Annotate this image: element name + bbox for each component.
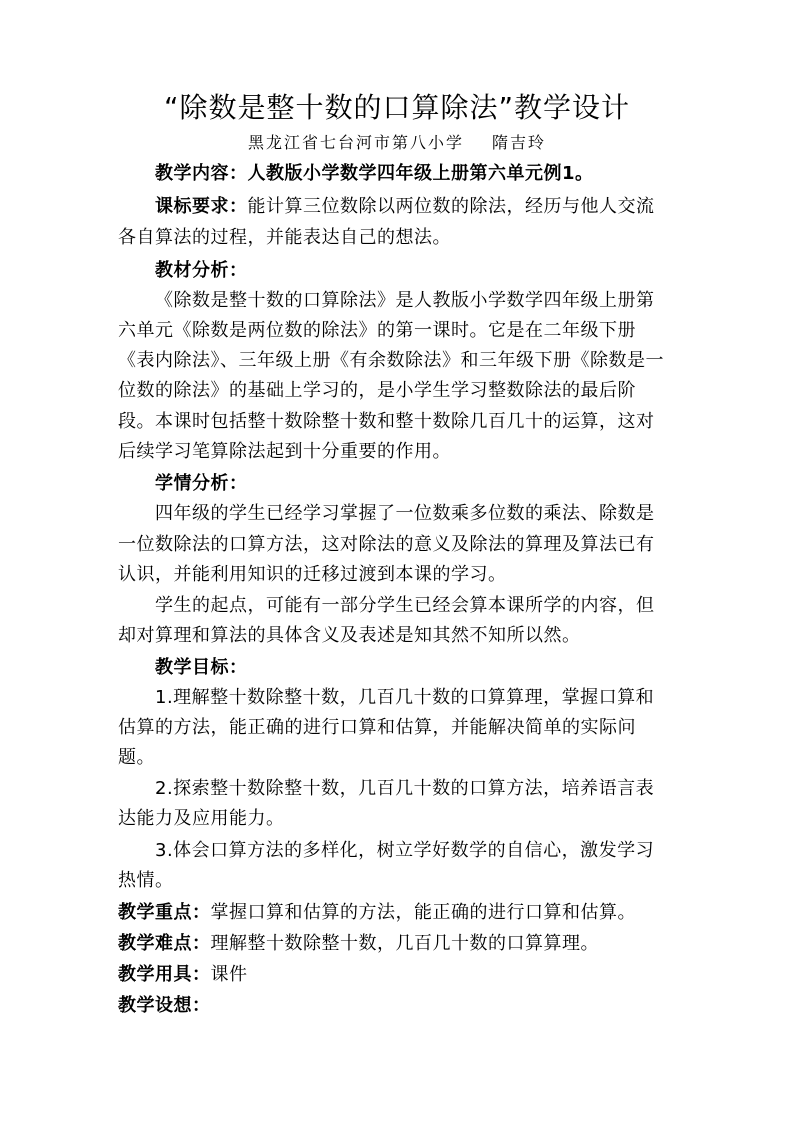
document-title: “除数是整十数的口算除法”教学设计 [163, 91, 630, 124]
textbook-line-6: 后续学习笔算除法起到十分重要的作用。 [118, 441, 451, 462]
textbook-line-1: 《除数是整十数的口算除法》是人教版小学数学四年级上册第 [155, 290, 655, 311]
curriculum-standard-label: 课标要求： [155, 196, 248, 217]
teaching-goals-label: 教学目标： [155, 657, 248, 678]
textbook-line-5: 段。本课时包括整十数除整十数和整十数除几百几十的运算，这对 [118, 411, 655, 432]
textbook-line-2: 六单元《除数是两位数的除法》的第一课时。它是在二年级下册 [118, 320, 636, 341]
teaching-tools-label: 教学用具： [118, 964, 211, 985]
teaching-tools [118, 960, 678, 990]
textbook-analysis-label: 教材分析： [155, 260, 248, 281]
goal-2-line-2: 达能力及应用能力。 [118, 808, 285, 829]
student-p1-line-1: 四年级的学生已经学习掌握了一位数乘多位数的乘法、除数是 [155, 503, 655, 524]
curriculum-standard-line-2: 各自算法的过程，并能表达自己的想法。 [118, 227, 451, 248]
goal-3-line-2: 热情。 [118, 870, 174, 891]
teaching-content [155, 159, 715, 189]
student-analysis-label: 学情分析： [155, 473, 248, 494]
key-point-text: 掌握口算和估算的方法，能正确的进行口算和估算。 [210, 902, 636, 923]
curriculum-standard-line-1: 能计算三位数除以两位数的除法，经历与他人交流 [247, 196, 655, 217]
difficulty-label: 教学难点： [118, 933, 211, 954]
teaching-design-label: 教学设想： [118, 995, 211, 1016]
textbook-line-3: 《表内除法》、三年级上册《有余数除法》和三年级下册《除数是一 [118, 350, 664, 371]
author-name: 隋吉玲 [492, 133, 547, 152]
student-p1-line-2: 一位数除法的口算方法，这对除法的意义及除法的算理及算法已有 [118, 534, 655, 555]
key-point [118, 898, 678, 928]
goal-1-line-1: 1.理解整十数除整十数，几百几十数的口算算理，掌握口算和 [155, 687, 655, 708]
curriculum-standard [155, 192, 715, 222]
author-line [0, 131, 794, 155]
goal-1-line-3: 题。 [118, 747, 155, 768]
student-p2-line-1: 学生的起点，可能有一部分学生已经会算本课所学的内容，但 [155, 595, 655, 616]
goal-3-line-1: 3.体会口算方法的多样化，树立学好数学的自信心，激发学习 [155, 840, 655, 861]
key-point-label: 教学重点： [118, 902, 211, 923]
teaching-content-text: 人教版小学数学四年级上册第六单元例1。 [247, 163, 594, 184]
goal-2-line-1: 2.探索整十数除整十数，几百几十数的口算方法，培养语言表 [155, 778, 655, 799]
textbook-line-4: 位数的除法》的基础上学习的，是小学生学习整数除法的最后阶 [118, 380, 636, 401]
student-p1-line-3: 认识，并能利用知识的迁移过渡到本课的学习。 [118, 564, 507, 585]
difficulty [118, 929, 678, 959]
goal-1-line-2: 估算的方法，能正确的进行口算和估算，并能解决简单的实际问 [118, 717, 636, 738]
difficulty-text: 理解整十数除整十数，几百几十数的口算算理。 [210, 933, 599, 954]
teaching-content-label: 教学内容： [155, 163, 248, 184]
author-school: 黑龙江省七台河市第八小学 [247, 133, 464, 152]
teaching-tools-text: 课件 [210, 964, 248, 985]
student-p2-line-2: 却对算理和算法的具体含义及表述是知其然不知所以然。 [118, 625, 581, 646]
